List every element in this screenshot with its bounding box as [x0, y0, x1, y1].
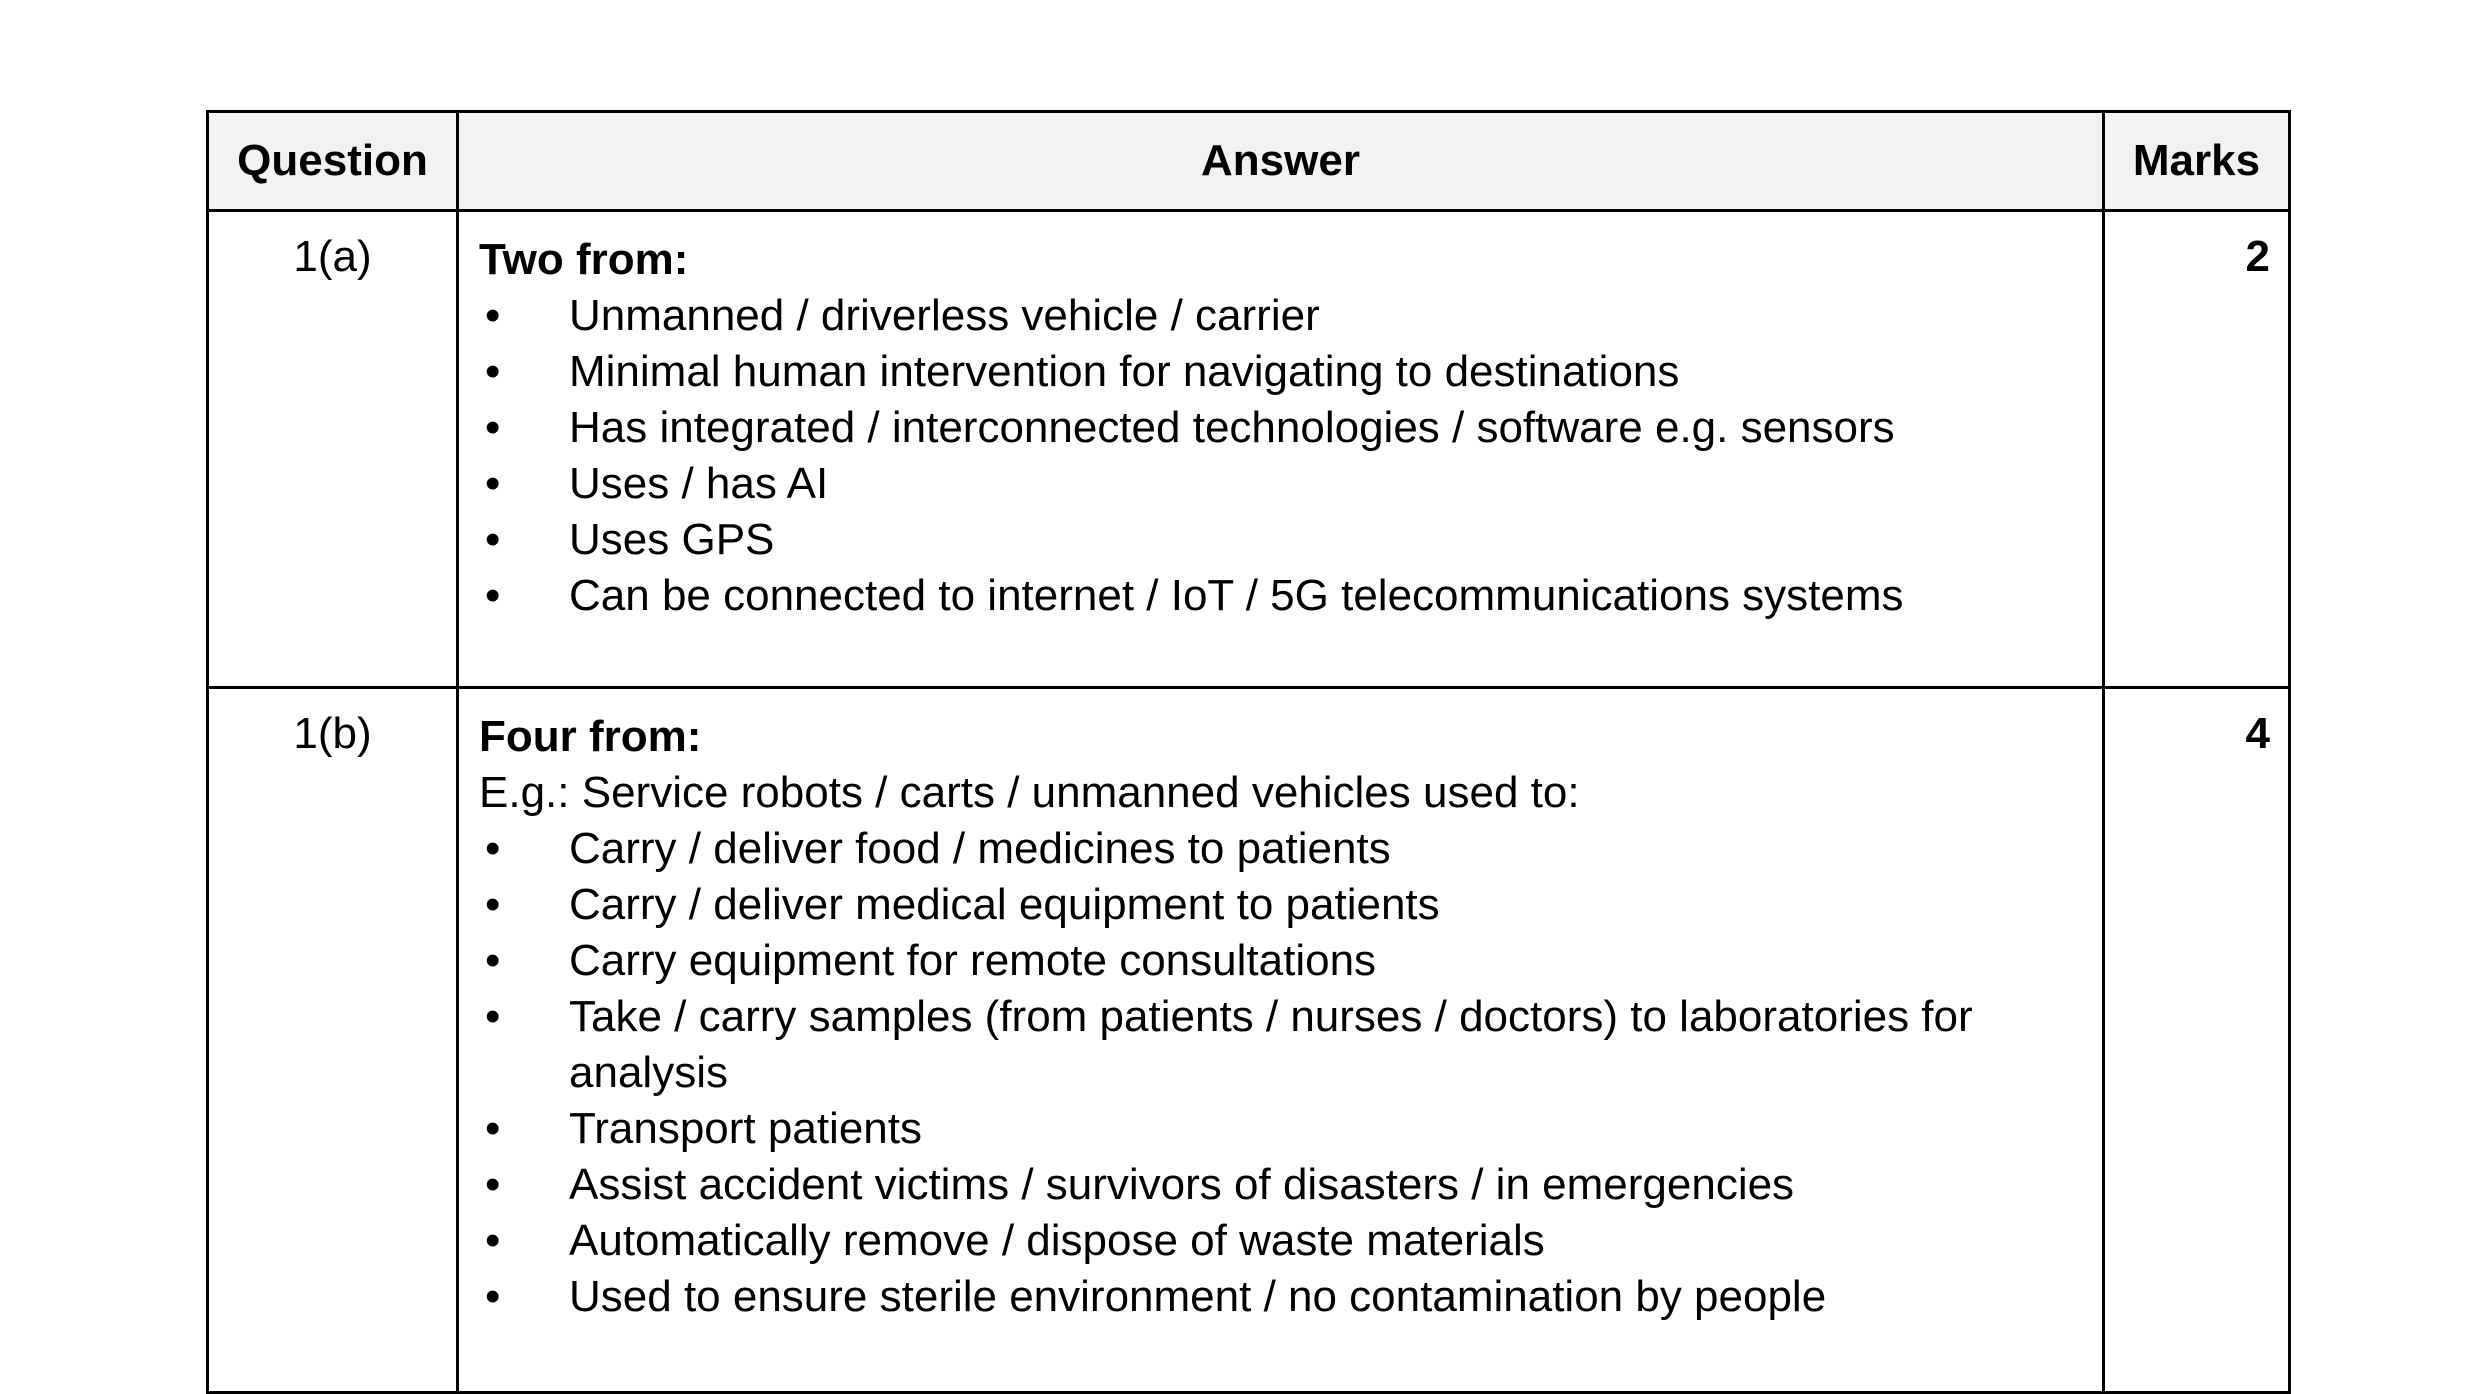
answer-column-header: Answer — [458, 112, 2104, 211]
list-item — [479, 456, 2082, 512]
answer-intro: E.g.: Service robots / carts / unmanned vehicles used to: — [479, 768, 1580, 817]
table-row-1a — [208, 211, 2290, 688]
bullet-icon: • — [485, 571, 501, 620]
mark-scheme-table — [206, 110, 2291, 1394]
bullet-icon: • — [485, 459, 501, 508]
list-item — [479, 1101, 2082, 1157]
table-row-1b — [208, 688, 2290, 1393]
bullet-icon: • — [485, 1160, 501, 1209]
bullet-text: Transport patients — [569, 1104, 922, 1153]
bullet-icon: • — [485, 992, 501, 1041]
list-item — [479, 1157, 2082, 1213]
bullet-text: Used to ensure sterile environment / no contamination by people — [569, 1272, 1827, 1321]
answer-heading: Two from: — [479, 235, 689, 284]
answer-bullet-list — [479, 821, 2082, 1325]
answer-cell — [458, 211, 2104, 688]
list-item — [479, 821, 2082, 877]
bullet-text: Take / carry samples (from patients / nurses / doctors) to laboratories for analysis — [569, 992, 1973, 1097]
marks-column-header: Marks — [2104, 112, 2290, 211]
list-item — [479, 344, 2082, 400]
list-item — [479, 288, 2082, 344]
bullet-text: Minimal human intervention for navigating to destinations — [569, 347, 1680, 396]
bullet-icon: • — [485, 824, 501, 873]
list-item — [479, 568, 2082, 624]
bullet-icon: • — [485, 291, 501, 340]
list-item — [479, 400, 2082, 456]
bullet-icon: • — [485, 1104, 501, 1153]
marks-value: 4 — [2104, 688, 2290, 1393]
bullet-icon: • — [485, 1216, 501, 1265]
bullet-text: Can be connected to internet / IoT / 5G telecommunications systems — [569, 571, 1904, 620]
bullet-text: Uses GPS — [569, 515, 775, 564]
bullet-icon: • — [485, 515, 501, 564]
bullet-icon: • — [485, 936, 501, 985]
list-item — [479, 512, 2082, 568]
question-number: 1(b) — [208, 688, 458, 1393]
list-item — [479, 989, 2082, 1101]
bullet-icon: • — [485, 880, 501, 929]
answer-bullet-list — [479, 288, 2082, 624]
bullet-text: Carry / deliver medical equipment to patients — [569, 880, 1440, 929]
bullet-text: Has integrated / interconnected technologies / software e.g. sensors — [569, 403, 1895, 452]
list-item — [479, 877, 2082, 933]
answer-cell — [458, 688, 2104, 1393]
bullet-icon: • — [485, 403, 501, 452]
list-item — [479, 1269, 2082, 1325]
marks-value: 2 — [2104, 211, 2290, 688]
bullet-icon: • — [485, 1272, 501, 1321]
list-item — [479, 1213, 2082, 1269]
question-column-header: Question — [208, 112, 458, 211]
bullet-text: Unmanned / driverless vehicle / carrier — [569, 291, 1320, 340]
bullet-icon: • — [485, 347, 501, 396]
bullet-text: Automatically remove / dispose of waste materials — [569, 1216, 1545, 1265]
header-row — [208, 112, 2290, 211]
question-number: 1(a) — [208, 211, 458, 688]
answer-heading: Four from: — [479, 712, 702, 761]
bullet-text: Carry / deliver food / medicines to patients — [569, 824, 1391, 873]
list-item — [479, 933, 2082, 989]
bullet-text: Uses / has AI — [569, 459, 829, 508]
bullet-text: Assist accident victims / survivors of disasters / in emergencies — [569, 1160, 1795, 1209]
bullet-text: Carry equipment for remote consultations — [569, 936, 1377, 985]
